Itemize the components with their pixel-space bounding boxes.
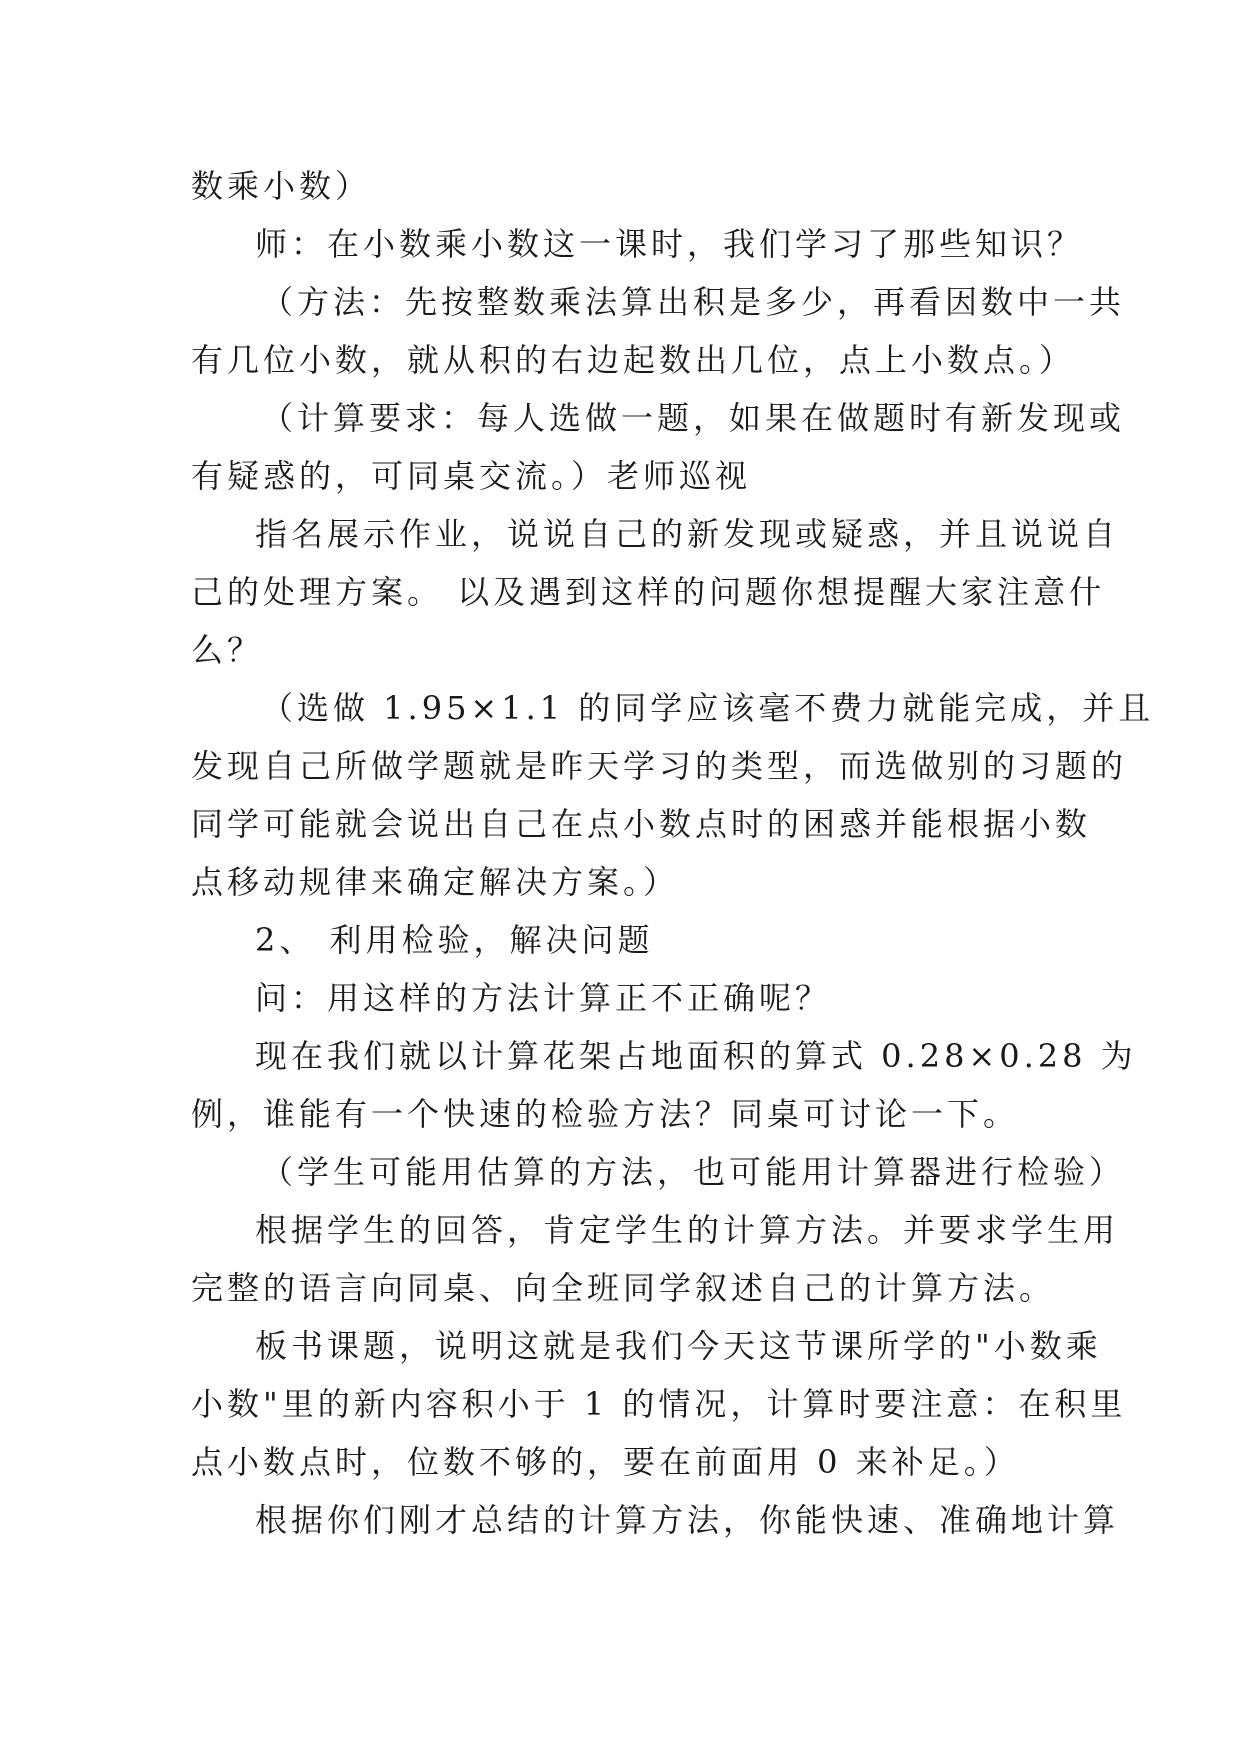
text-line-24: 根据你们刚才总结的计算方法，你能快速、准确地计算 [255,1501,1120,1539]
text-line-7: 指名展示作业，说说自己的新发现或疑惑，并且说说自 [255,515,1120,553]
text-line-9: 么？ [191,631,264,669]
text-line-22: 小数"里的新内容积小于 1 的情况，计算时要注意：在积里 [191,1385,1127,1423]
text-line-5: （计算要求：每人选做一题，如果在做题时有新发现或 [261,399,1126,437]
text-line-11: 发现自己所做学题就是昨天学习的类型，而选做别的习题的 [191,747,1128,785]
text-line-20: 完整的语言向同桌、向全班同学叙述自己的计算方法。 [191,1269,1056,1307]
text-line-16: 现在我们就以计算花架占地面积的算式 0.28×0.28 为 [255,1037,1137,1075]
text-line-1: 数乘小数） [191,167,372,205]
text-line-19: 根据学生的回答，肯定学生的计算方法。并要求学生用 [255,1211,1120,1249]
text-line-2: 师：在小数乘小数这一课时，我们学习了那些知识？ [255,225,1084,263]
text-line-8: 己的处理方案。 以及遇到这样的问题你想提醒大家注意什 [191,573,1106,611]
text-line-3: （方法：先按整数乘法算出积是多少，再看因数中一共 [261,283,1126,321]
text-line-12: 同学可能就会说出自己在点小数点时的困惑并能根据小数 [191,805,1092,843]
text-line-4: 有几位小数，就从积的右边起数出几位，点上小数点。） [191,341,1076,379]
text-line-13: 点移动规律来确定解决方案。） [191,863,680,901]
text-line-17: 例，谁能有一个快速的检验方法？同桌可讨论一下。 [191,1095,1020,1133]
text-line-23: 点小数点时，位数不够的，要在前面用 0 来补足。） [191,1443,1020,1481]
text-line-15: 问：用这样的方法计算正不正确呢？ [255,979,832,1017]
text-line-6: 有疑惑的，可同桌交流。）老师巡视 [191,457,752,495]
text-line-21: 板书课题，说明这就是我们今天这节课所学的"小数乘 [255,1327,1102,1365]
text-line-10: （选做 1.95×1.1 的同学应该毫不费力就能完成，并且 [261,689,1155,727]
text-line-14: 2、 利用检验，解决问题 [255,921,654,959]
text-line-18: （学生可能用估算的方法，也可能用计算器进行检验） [261,1153,1126,1191]
